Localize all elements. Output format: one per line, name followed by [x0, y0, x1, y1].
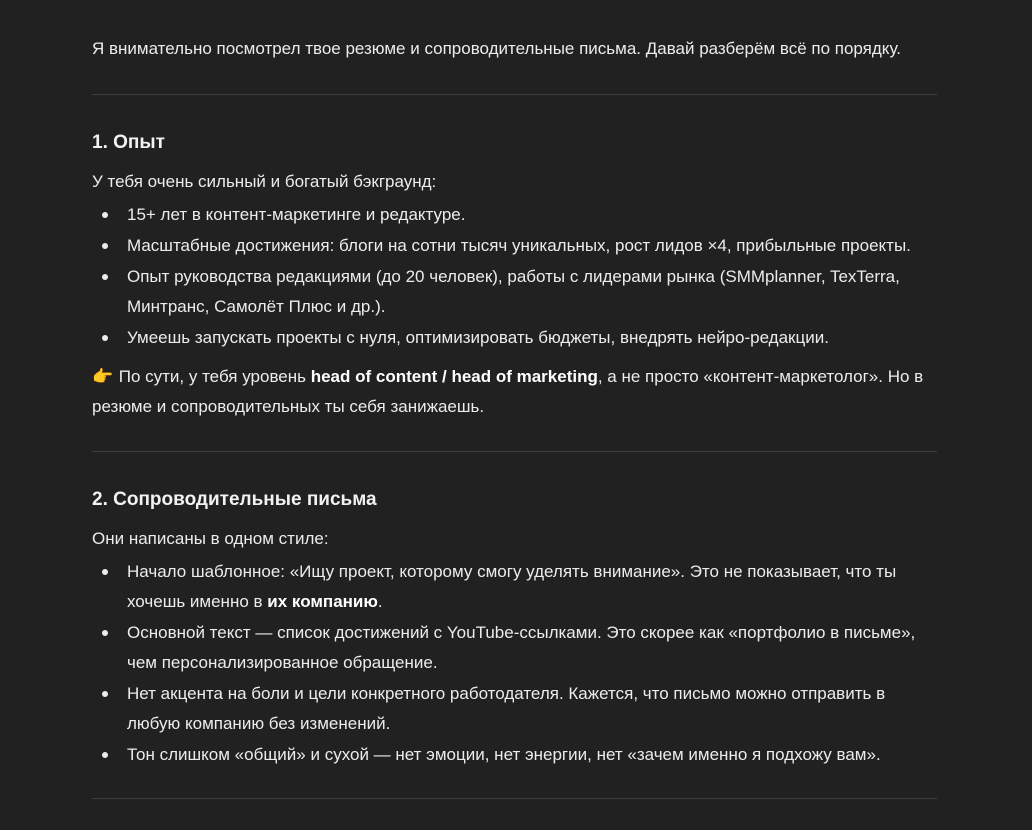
summary-note [92, 362, 937, 422]
bullet-list [92, 557, 937, 770]
note-text-before: По сути, у тебя уровень [118, 367, 311, 386]
list-item: Тон слишком «общий» и сухой — нет эмоции, нет энергии, нет «зачем именно я подхожу вам». [92, 740, 937, 770]
section-lead: Они написаны в одном стиле: [92, 529, 329, 548]
list-item [92, 557, 937, 617]
chat-message [92, 34, 937, 799]
list-item: Масштабные достижения: блоги на сотни тысяч уникальных, рост лидов ×4, прибыльные проекты. [92, 231, 937, 261]
divider [92, 94, 937, 95]
list-item: 15+ лет в контент-маркетинге и редактуре. [92, 200, 937, 230]
list-item: Умеешь запускать проекты с нуля, оптимизировать бюджеты, внедрять нейро-редакции. [92, 323, 937, 353]
divider [92, 798, 937, 799]
item-text-before: Начало шаблонное: «Ищу проект, которому смогу уделять внимание». Это не показывает, что ты хочешь именно в [127, 562, 897, 611]
list-item: Основной текст — список достижений с YouTube-ссылками. Это скорее как «портфолио в письме», чем персонализированное обращение. [92, 618, 937, 678]
list-item: Нет акцента на боли и цели конкретного работодателя. Кажется, что письмо можно отправить в любую компанию без изменений. [92, 679, 937, 739]
section-heading-experience: 1. Опыт [92, 132, 165, 153]
section-heading-cover-letters: 2. Сопроводительные письма [92, 489, 377, 510]
item-bold-text: их компанию [267, 592, 378, 611]
note-bold-text: head of content / head of marketing [310, 367, 598, 386]
section-lead: У тебя очень сильный и богатый бэкграунд: [92, 172, 437, 191]
divider [92, 451, 937, 452]
list-item: Опыт руководства редакциями (до 20 человек), работы с лидерами рынка (SMMplanner, TexTerra, Минтранс, Самолёт Плюс и др.). [92, 262, 937, 322]
pointing-hand-icon: 👉 [92, 367, 114, 386]
note-text-after: , а не просто «контент-маркетолог». Но в резюме и сопроводительных ты себя занижаешь. [92, 367, 924, 416]
item-text-after: . [377, 592, 383, 611]
bullet-list [92, 200, 937, 353]
intro-text: Я внимательно посмотрел твое резюме и сопроводительные письма. Давай разберём всё по порядку. [92, 39, 901, 58]
